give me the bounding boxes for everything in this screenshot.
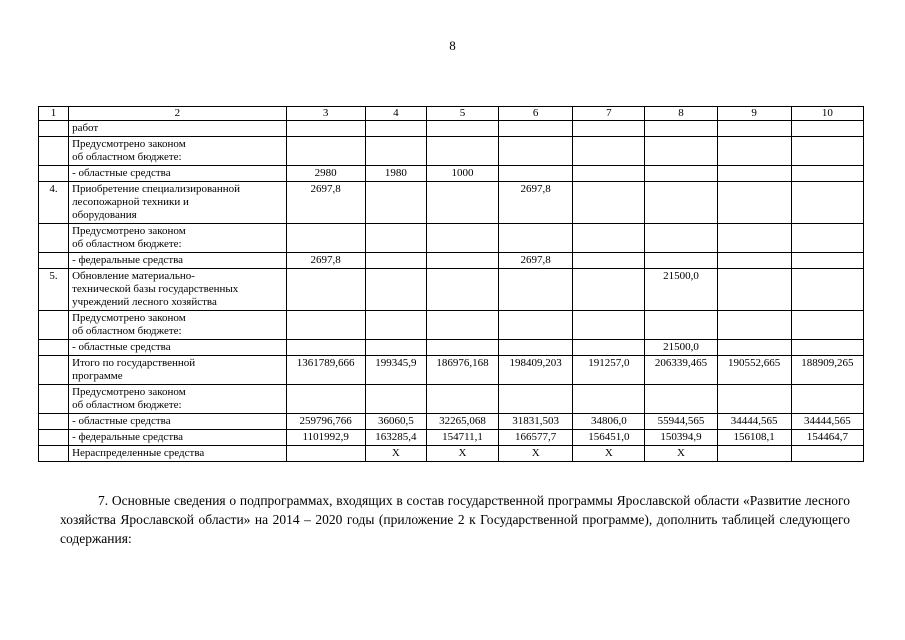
value-cell xyxy=(717,311,791,340)
value-cell: Х xyxy=(573,446,645,462)
value-cell: 190552,665 xyxy=(717,356,791,385)
budget-table xyxy=(38,106,864,462)
value-cell xyxy=(717,269,791,311)
row-name-line: Предусмотрено законом xyxy=(72,386,186,398)
value-cell xyxy=(573,166,645,182)
row-name-cell xyxy=(69,311,287,340)
value-cell xyxy=(499,340,573,356)
row-name-cell xyxy=(69,182,287,224)
row-name-line: об областном бюджете: xyxy=(72,325,182,337)
header-cell: 5 xyxy=(426,107,498,121)
value-cell xyxy=(499,269,573,311)
value-cell xyxy=(717,166,791,182)
value-cell xyxy=(499,311,573,340)
value-cell: 55944,565 xyxy=(645,414,717,430)
value-cell: 36060,5 xyxy=(365,414,426,430)
value-cell xyxy=(791,224,863,253)
value-cell: 154711,1 xyxy=(426,430,498,446)
value-cell xyxy=(717,224,791,253)
header-cell: 1 xyxy=(39,107,69,121)
value-cell xyxy=(791,166,863,182)
value-cell: 2697,8 xyxy=(499,253,573,269)
value-cell xyxy=(426,182,498,224)
value-cell xyxy=(365,182,426,224)
value-cell xyxy=(426,121,498,137)
value-cell: Х xyxy=(645,446,717,462)
row-number-cell xyxy=(39,430,69,446)
value-cell xyxy=(645,311,717,340)
value-cell xyxy=(426,137,498,166)
row-name-line: Итого по государственной xyxy=(72,357,196,369)
row-number-cell xyxy=(39,340,69,356)
row-name-line: Предусмотрено законом xyxy=(72,138,186,150)
value-cell xyxy=(426,224,498,253)
row-name-cell xyxy=(69,446,287,462)
row-name-line: об областном бюджете: xyxy=(72,399,182,411)
header-cell: 2 xyxy=(69,107,287,121)
value-cell xyxy=(573,121,645,137)
value-cell xyxy=(717,340,791,356)
value-cell xyxy=(286,269,365,311)
value-cell xyxy=(499,385,573,414)
value-cell xyxy=(791,311,863,340)
row-name-line: лесопожарной техники и xyxy=(72,196,189,208)
table-row xyxy=(39,166,864,182)
table-row xyxy=(39,224,864,253)
value-cell xyxy=(717,182,791,224)
value-cell xyxy=(645,121,717,137)
value-cell: Х xyxy=(499,446,573,462)
value-cell xyxy=(365,253,426,269)
value-cell xyxy=(365,311,426,340)
value-cell xyxy=(286,137,365,166)
row-name-cell xyxy=(69,414,287,430)
table-row xyxy=(39,430,864,446)
value-cell xyxy=(645,166,717,182)
value-cell xyxy=(365,269,426,311)
row-name-cell xyxy=(69,224,287,253)
value-cell: Х xyxy=(365,446,426,462)
value-cell xyxy=(645,253,717,269)
value-cell xyxy=(573,311,645,340)
value-cell xyxy=(573,340,645,356)
value-cell xyxy=(791,385,863,414)
value-cell xyxy=(286,340,365,356)
value-cell xyxy=(791,121,863,137)
value-cell xyxy=(426,340,498,356)
value-cell xyxy=(573,385,645,414)
row-name-line: Нераспределенные средства xyxy=(72,447,205,459)
value-cell xyxy=(791,182,863,224)
row-name-line: оборудования xyxy=(72,209,137,221)
row-name-line: - федеральные средства xyxy=(72,254,184,266)
value-cell xyxy=(645,182,717,224)
row-number-cell xyxy=(39,253,69,269)
table-row xyxy=(39,269,864,311)
value-cell xyxy=(365,385,426,414)
row-name-cell xyxy=(69,385,287,414)
value-cell: 34806,0 xyxy=(573,414,645,430)
value-cell xyxy=(717,137,791,166)
row-name-line: программе xyxy=(72,370,123,382)
value-cell: 188909,265 xyxy=(791,356,863,385)
row-number-cell xyxy=(39,166,69,182)
header-cell: 4 xyxy=(365,107,426,121)
row-name-line: об областном бюджете: xyxy=(72,151,182,163)
section-7-paragraph xyxy=(60,491,850,548)
row-name-line: Обновление материально- xyxy=(72,270,195,282)
value-cell xyxy=(573,269,645,311)
row-number-cell xyxy=(39,311,69,340)
value-cell xyxy=(791,340,863,356)
table-row xyxy=(39,356,864,385)
row-name-line: - федеральные средства xyxy=(72,431,184,443)
value-cell: 259796,766 xyxy=(286,414,365,430)
row-number-cell xyxy=(39,356,69,385)
table-row xyxy=(39,385,864,414)
value-cell: 32265,068 xyxy=(426,414,498,430)
row-name-cell xyxy=(69,137,287,166)
value-cell: 163285,4 xyxy=(365,430,426,446)
table-row xyxy=(39,137,864,166)
header-cell: 10 xyxy=(791,107,863,121)
header-cell: 9 xyxy=(717,107,791,121)
value-cell: 156451,0 xyxy=(573,430,645,446)
row-name-cell xyxy=(69,166,287,182)
value-cell xyxy=(499,137,573,166)
row-name-cell xyxy=(69,430,287,446)
value-cell: 21500,0 xyxy=(645,269,717,311)
value-cell xyxy=(645,224,717,253)
value-cell xyxy=(286,224,365,253)
value-cell xyxy=(286,446,365,462)
value-cell: 1361789,666 xyxy=(286,356,365,385)
value-cell xyxy=(286,311,365,340)
value-cell xyxy=(717,253,791,269)
row-number-cell xyxy=(39,414,69,430)
table-body xyxy=(39,107,864,462)
row-name-line: - областные средства xyxy=(72,341,171,353)
table-row xyxy=(39,446,864,462)
row-name-cell xyxy=(69,269,287,311)
value-cell: 186976,168 xyxy=(426,356,498,385)
row-name-line: технической базы государственных xyxy=(72,283,239,295)
value-cell xyxy=(791,269,863,311)
value-cell: 2697,8 xyxy=(286,182,365,224)
table-row xyxy=(39,253,864,269)
row-name-line: об областном бюджете: xyxy=(72,238,182,250)
page-number: 8 xyxy=(449,38,456,53)
table-row xyxy=(39,182,864,224)
value-cell xyxy=(286,385,365,414)
value-cell: 34444,565 xyxy=(791,414,863,430)
value-cell xyxy=(499,121,573,137)
table-header-row xyxy=(39,107,864,121)
value-cell xyxy=(645,385,717,414)
value-cell xyxy=(717,121,791,137)
row-number-cell xyxy=(39,446,69,462)
header-cell: 6 xyxy=(499,107,573,121)
value-cell: 166577,7 xyxy=(499,430,573,446)
value-cell xyxy=(365,121,426,137)
value-cell: 31831,503 xyxy=(499,414,573,430)
table-row xyxy=(39,414,864,430)
value-cell: Х xyxy=(426,446,498,462)
value-cell xyxy=(717,446,791,462)
value-cell: 34444,565 xyxy=(717,414,791,430)
value-cell: 156108,1 xyxy=(717,430,791,446)
value-cell xyxy=(645,137,717,166)
row-number-cell: 4. xyxy=(39,182,69,224)
value-cell xyxy=(426,253,498,269)
value-cell: 154464,7 xyxy=(791,430,863,446)
value-cell xyxy=(573,182,645,224)
row-number-cell xyxy=(39,121,69,137)
value-cell xyxy=(426,385,498,414)
table-row xyxy=(39,121,864,137)
row-name-line: - областные средства xyxy=(72,415,171,427)
value-cell: 1000 xyxy=(426,166,498,182)
value-cell: 199345,9 xyxy=(365,356,426,385)
row-name-cell xyxy=(69,121,287,137)
value-cell xyxy=(791,446,863,462)
row-number-cell xyxy=(39,137,69,166)
value-cell: 198409,203 xyxy=(499,356,573,385)
value-cell: 191257,0 xyxy=(573,356,645,385)
value-cell xyxy=(426,269,498,311)
value-cell xyxy=(286,121,365,137)
header-cell: 8 xyxy=(645,107,717,121)
value-cell xyxy=(365,137,426,166)
row-number-cell: 5. xyxy=(39,269,69,311)
row-name-line: учреждений лесного хозяйства xyxy=(72,296,217,308)
row-name-cell xyxy=(69,340,287,356)
value-cell xyxy=(573,224,645,253)
value-cell: 2697,8 xyxy=(499,182,573,224)
row-name-cell xyxy=(69,253,287,269)
row-name-cell xyxy=(69,356,287,385)
value-cell xyxy=(365,224,426,253)
value-cell xyxy=(791,137,863,166)
table-row xyxy=(39,340,864,356)
value-cell xyxy=(573,253,645,269)
value-cell: 21500,0 xyxy=(645,340,717,356)
header-cell: 7 xyxy=(573,107,645,121)
header-cell: 3 xyxy=(286,107,365,121)
value-cell: 1101992,9 xyxy=(286,430,365,446)
row-name-line: Приобретение специализированной xyxy=(72,183,241,195)
value-cell: 2697,8 xyxy=(286,253,365,269)
value-cell xyxy=(499,224,573,253)
row-name-line: работ xyxy=(72,122,99,134)
value-cell xyxy=(573,137,645,166)
row-number-cell xyxy=(39,385,69,414)
row-name-line: - областные средства xyxy=(72,167,171,179)
value-cell: 1980 xyxy=(365,166,426,182)
value-cell xyxy=(717,385,791,414)
value-cell: 206339,465 xyxy=(645,356,717,385)
table-row xyxy=(39,311,864,340)
paragraph-text: 7. Основные сведения о подпрограммах, входящих в состав государственной программы Ярославской области «Развитие лесного хозяйства Ярославской области» на 2014 – 2020 годы (приложение 2 к Государственной программе), дополнить таблицей следующего содержания: xyxy=(60,493,850,546)
row-number-cell xyxy=(39,224,69,253)
row-name-line: Предусмотрено законом xyxy=(72,312,186,324)
value-cell xyxy=(499,166,573,182)
value-cell xyxy=(365,340,426,356)
value-cell: 150394,9 xyxy=(645,430,717,446)
row-name-line: Предусмотрено законом xyxy=(72,225,186,237)
value-cell: 2980 xyxy=(286,166,365,182)
value-cell xyxy=(426,311,498,340)
value-cell xyxy=(791,253,863,269)
